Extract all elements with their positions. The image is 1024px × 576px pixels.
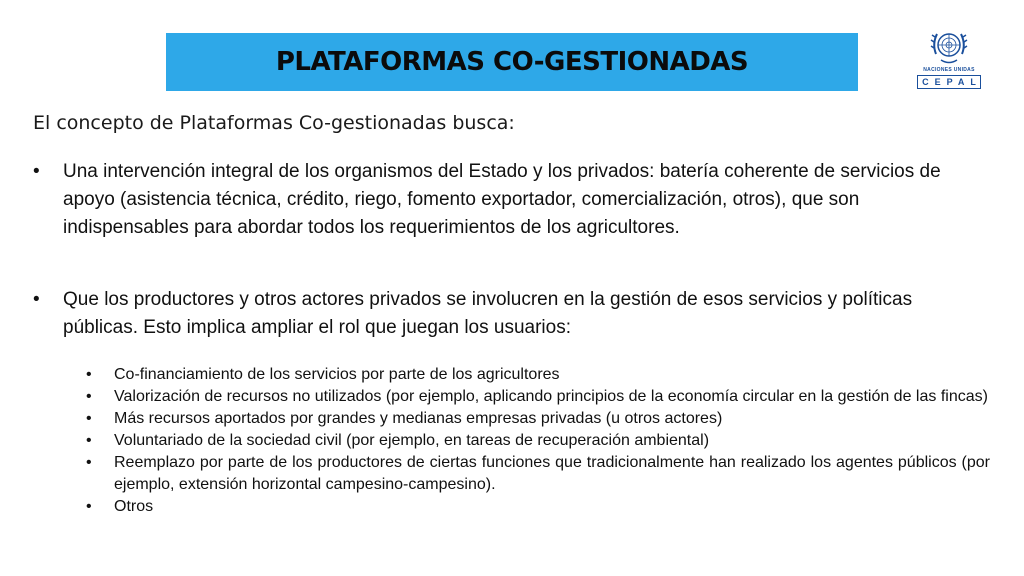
- sub-bullet-text: Reemplazo por parte de los productores de ciertas funciones que tradicionalmente han realizado los agentes públicos (por ejemplo, extensión horizontal campesino-campesino).: [114, 454, 990, 493]
- sub-bullet-text: Valorización de recursos no utilizados (por ejemplo, aplicando principios de la economía circular en la gestión de las fincas): [114, 388, 988, 405]
- sub-bullet-item: [86, 496, 990, 518]
- sub-bullet-text: Más recursos aportados por grandes y medianas empresas privadas (u otros actores): [114, 410, 723, 427]
- bullet-text: Una intervención integral de los organismos del Estado y los privados: batería coherente de servicios de apoyo (asistencia técnica, crédito, riego, fomento exportador, comercialización, otros), que son indispensables para abordar todos los requerimientos de los agricultores.: [63, 161, 941, 238]
- sub-bullet-item: [86, 430, 990, 452]
- bullet-mark: •: [33, 289, 40, 310]
- bullet-mark: •: [86, 498, 92, 515]
- bullet-mark: •: [86, 432, 92, 449]
- sub-bullet-item: [86, 386, 990, 408]
- bullet-mark: •: [86, 454, 92, 471]
- slide-title: PLATAFORMAS CO-GESTIONADAS: [275, 47, 749, 77]
- bullet-item: [33, 286, 993, 342]
- sub-bullet-list: [86, 364, 990, 518]
- sub-bullet-item: [86, 364, 990, 386]
- bullet-text: Que los productores y otros actores privados se involucren en la gestión de esos servicios y políticas públicas. Esto implica ampliar el rol que juegan los usuarios:: [63, 289, 913, 338]
- bullet-mark: •: [33, 161, 40, 182]
- sub-bullet-text: Otros: [114, 498, 154, 515]
- sub-bullet-item: [86, 408, 990, 430]
- un-emblem-icon: [929, 26, 969, 66]
- cepal-logo: [916, 26, 982, 94]
- bullet-item: [33, 158, 993, 242]
- title-bar: [166, 33, 858, 91]
- sub-bullet-item: [86, 452, 990, 496]
- sub-bullet-text: Co-financiamiento de los servicios por parte de los agricultores: [114, 366, 560, 383]
- bullet-mark: •: [86, 410, 92, 427]
- bullet-mark: •: [86, 366, 92, 383]
- intro-text: El concepto de Plataformas Co-gestionadas busca:: [33, 112, 515, 134]
- logo-caption: NACIONES UNIDAS: [923, 67, 975, 73]
- sub-bullet-text: Voluntariado de la sociedad civil (por ejemplo, en tareas de recuperación ambiental): [114, 432, 710, 449]
- logo-cepal-box: CEPAL: [917, 75, 981, 89]
- bullet-mark: •: [86, 388, 92, 405]
